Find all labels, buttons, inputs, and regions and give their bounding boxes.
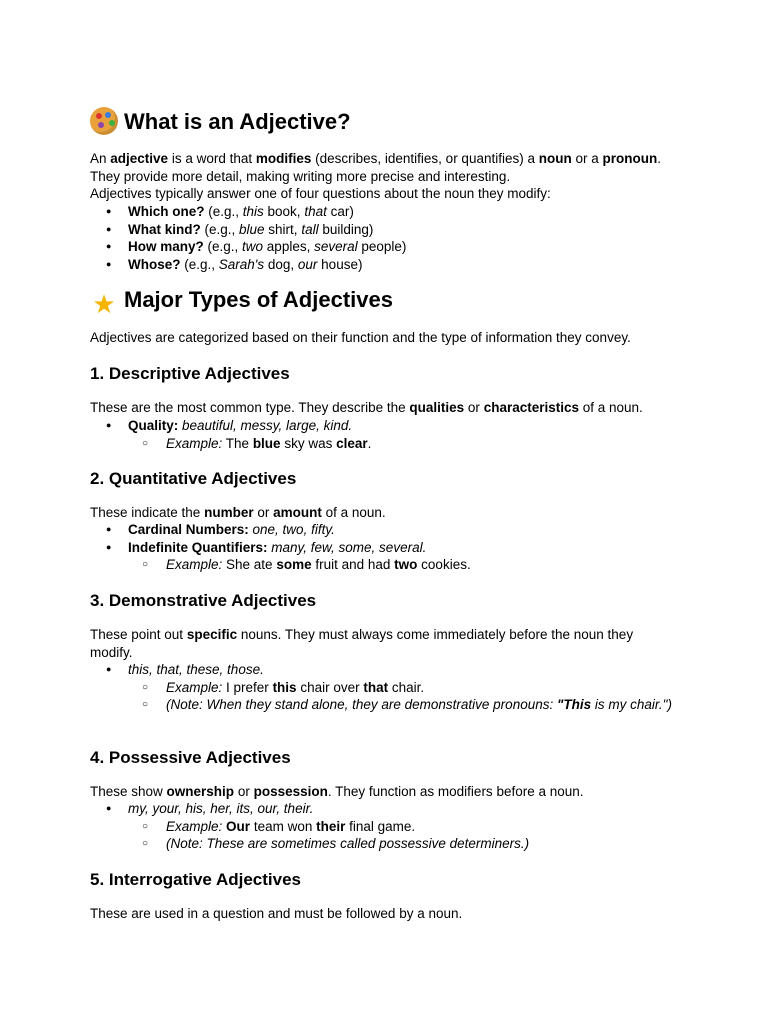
glowing-star-icon: ★ bbox=[92, 289, 116, 319]
adjective-questions-list bbox=[90, 203, 406, 273]
example-item: ○ Example: Our team won their final game. bbox=[90, 818, 726, 836]
example-item: ○ Example: The blue sky was clear. bbox=[90, 435, 726, 453]
list-item: ● What kind? (e.g., blue shirt, tall building) bbox=[90, 221, 406, 239]
list-item: ● How many? (e.g., two apples, several people) bbox=[90, 238, 406, 256]
heading-quantitative: 2. Quantitative Adjectives bbox=[90, 469, 297, 488]
possessive-list bbox=[90, 800, 726, 853]
demonstrative-list bbox=[90, 661, 726, 714]
quantitative-text: These indicate the number or amount of a noun. bbox=[90, 505, 386, 520]
interrogative-text: These are used in a question and must be followed by a noun. bbox=[90, 906, 463, 921]
heading-descriptive: 1. Descriptive Adjectives bbox=[90, 364, 290, 383]
heading-major-types: ★ Major Types of Adjectives bbox=[90, 287, 393, 318]
possessive-text: These show ownership or possession. They function as modifiers before a noun. bbox=[90, 784, 584, 799]
demonstrative-text: These point out specific nouns. They must always come immediately before the noun they modify. bbox=[90, 627, 634, 660]
example-item: ○ Example: She ate some fruit and had two cookies. bbox=[90, 556, 726, 574]
types-intro: Adjectives are categorized based on their function and the type of information they convey. bbox=[90, 330, 631, 345]
heading-demonstrative: 3. Demonstrative Adjectives bbox=[90, 591, 317, 610]
list-item: ● Indefinite Quantifiers: many, few, some, several. ○ Example: She ate some fruit and had two cookies. bbox=[90, 539, 726, 574]
adjective-detail: They provide more detail, making writing more precise and interesting. bbox=[90, 168, 511, 184]
palette-icon bbox=[90, 107, 118, 135]
list-item: ● Which one? (e.g., this book, that car) bbox=[90, 203, 406, 221]
adjective-questions-intro: Adjectives typically answer one of four questions about the noun they modify: bbox=[90, 186, 551, 201]
descriptive-list bbox=[90, 417, 726, 452]
note-item: ○ (Note: When they stand alone, they are demonstrative pronouns: "This is my chair.") bbox=[90, 696, 686, 714]
heading-possessive: 4. Possessive Adjectives bbox=[90, 748, 291, 767]
descriptive-text: These are the most common type. They describe the qualities or characteristics of a noun. bbox=[90, 400, 643, 415]
list-item: ● Quality: beautiful, messy, large, kind. ○ Example: The blue sky was clear. bbox=[90, 417, 726, 452]
adjective-definition: An adjective is a word that modifies (describes, identifies, or quantifies) a noun or a pronoun. bbox=[90, 151, 661, 166]
quantitative-list bbox=[90, 521, 726, 574]
heading-interrogative: 5. Interrogative Adjectives bbox=[90, 870, 302, 889]
example-item: ○ Example: I prefer this chair over that chair. bbox=[90, 679, 726, 697]
heading-what-is-adjective: What is an Adjective? bbox=[90, 107, 351, 135]
list-item: ● Cardinal Numbers: one, two, fifty. bbox=[90, 521, 726, 539]
list-item: ● this, that, these, those. ○ Example: I prefer this chair over that chair. ○ (Note: When they stand alone, they are demonstrative pronouns: "This is my chair.") bbox=[90, 661, 726, 714]
note-item: ○ (Note: These are sometimes called possessive determiners.) bbox=[90, 835, 726, 853]
list-item: ● Whose? (e.g., Sarah's dog, our house) bbox=[90, 256, 406, 274]
list-item: ● my, your, his, her, its, our, their. ○ Example: Our team won their final game. ○ (Note: These are sometimes called possessive determiners.) bbox=[90, 800, 726, 853]
